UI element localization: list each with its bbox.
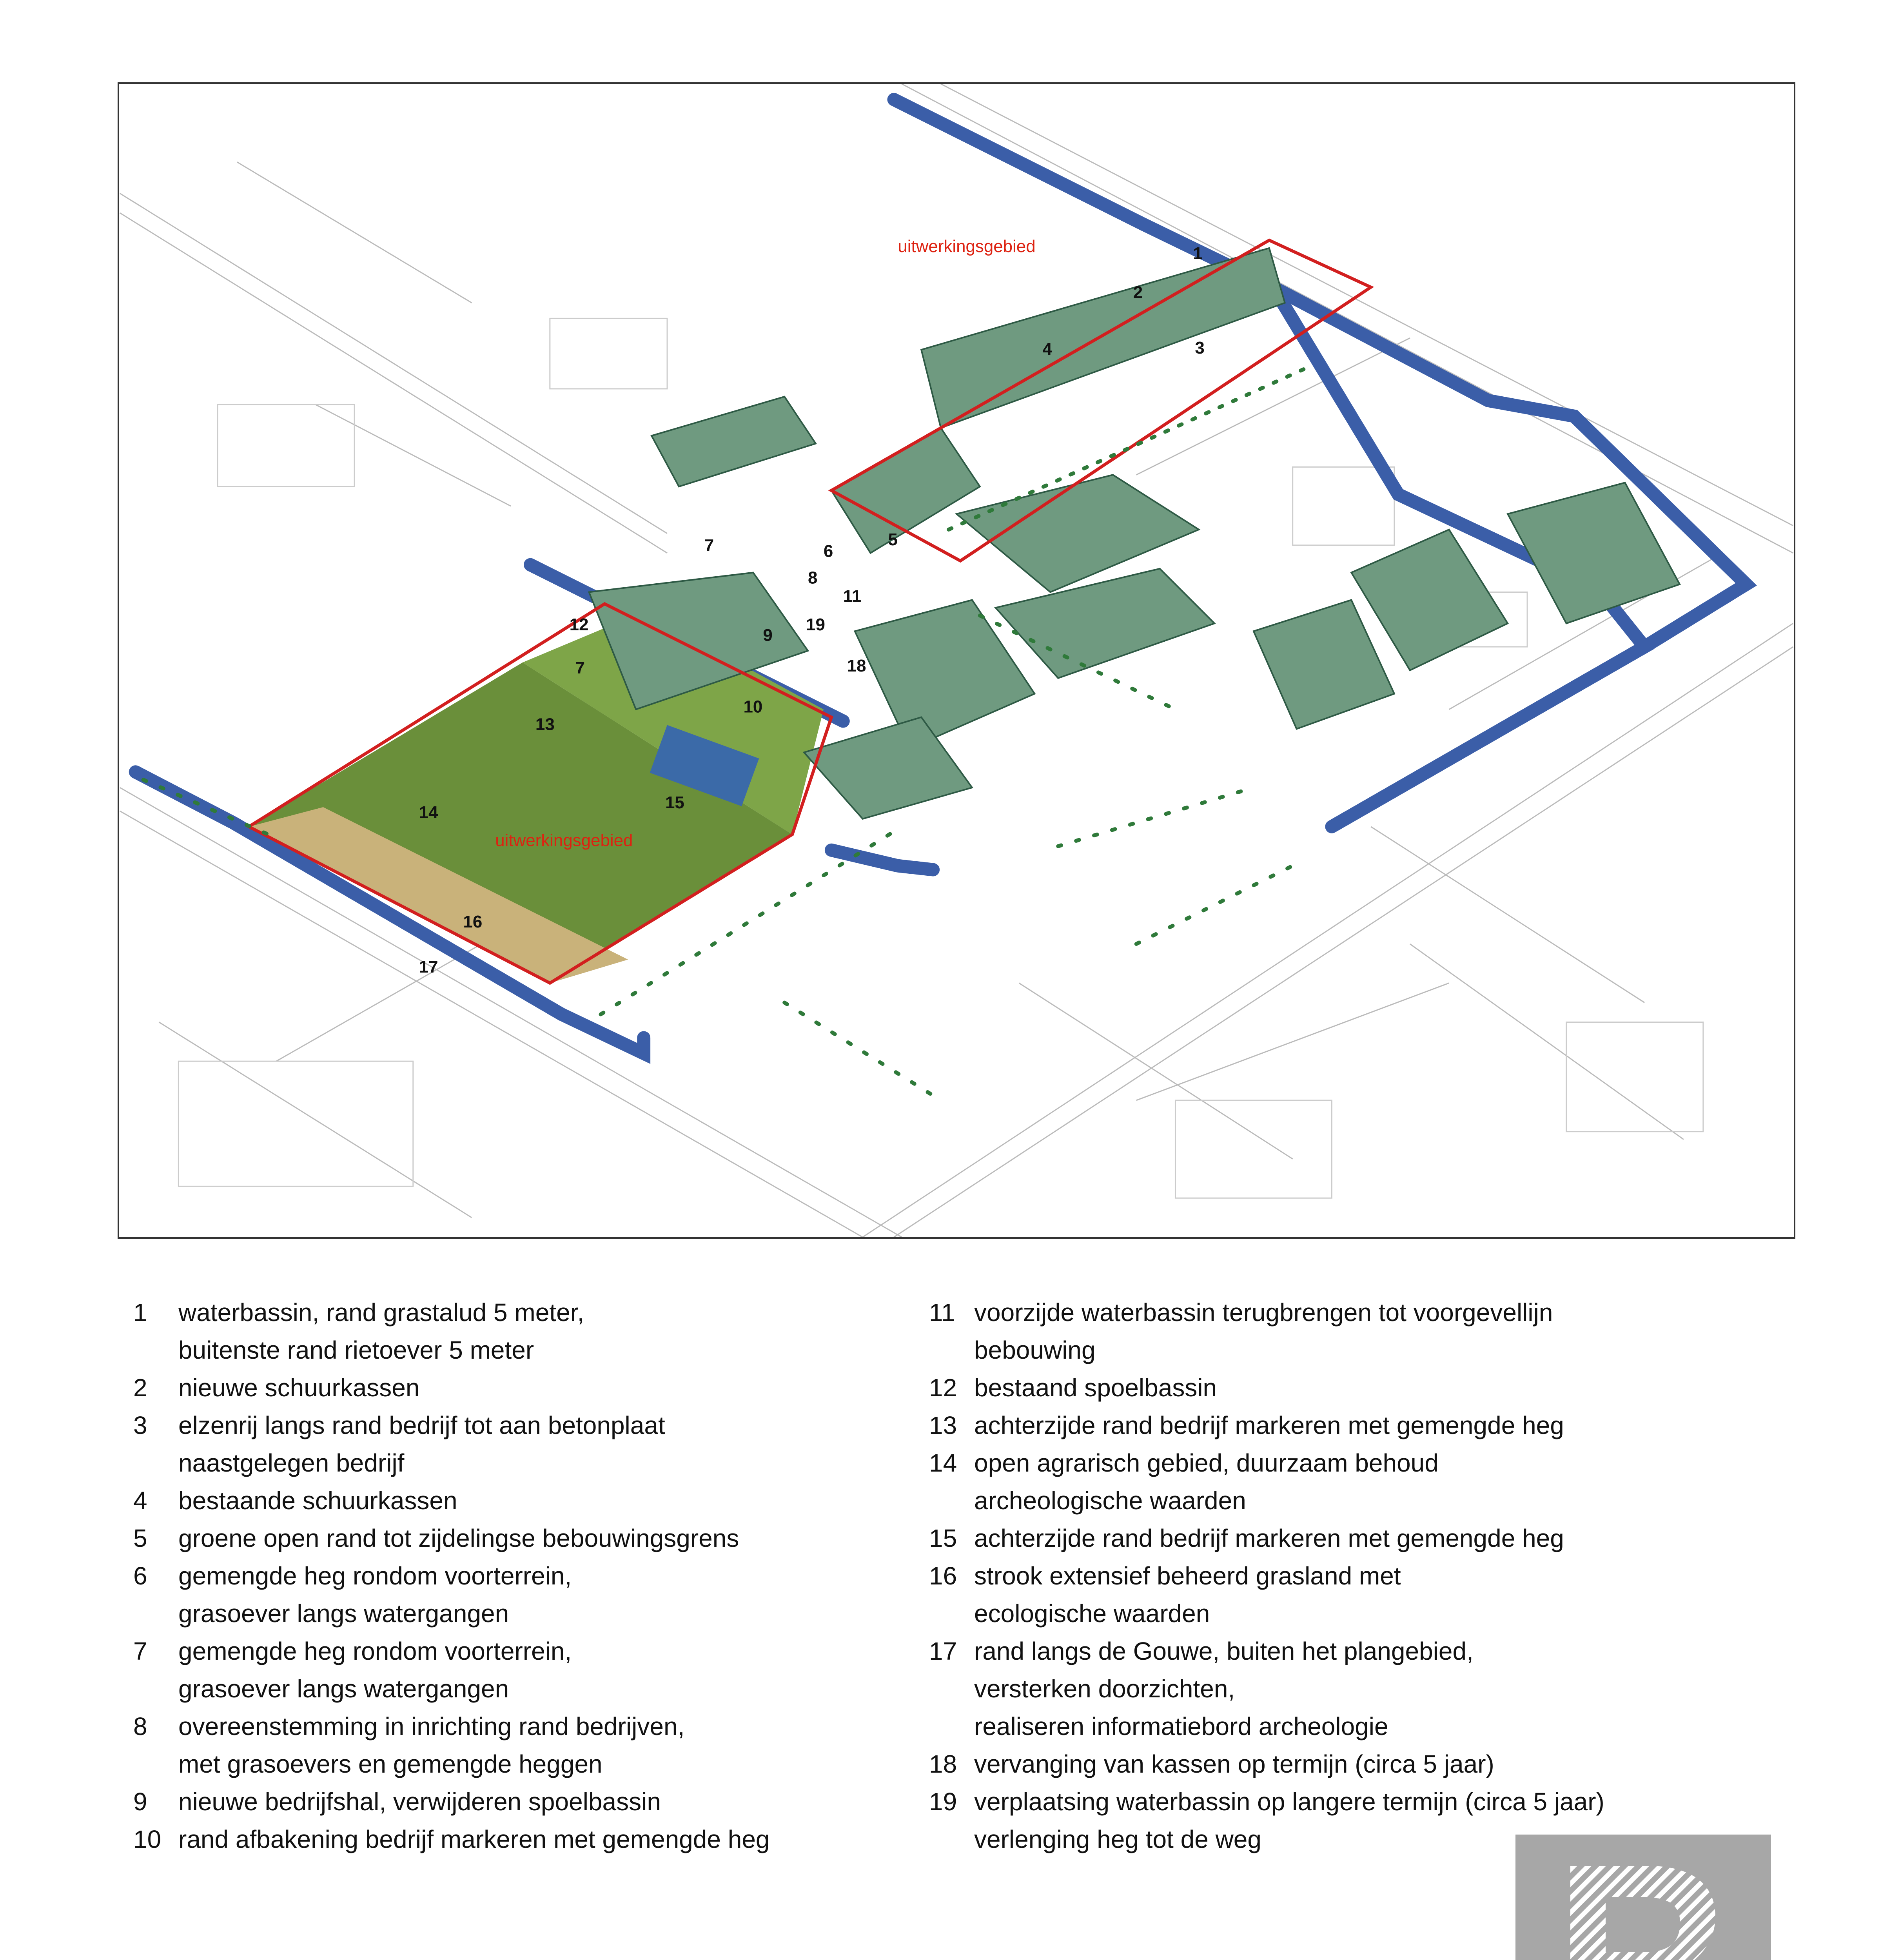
legend-item xyxy=(133,1369,878,1406)
map-marker-14: 14 xyxy=(419,802,438,822)
legend-number: 18 xyxy=(929,1750,957,1778)
legend-item xyxy=(929,1406,1697,1444)
legend-item xyxy=(133,1632,878,1708)
site-map-drawing xyxy=(119,84,1794,1237)
map-marker-8: 8 xyxy=(808,568,818,588)
legend-text: strook extensief beheerd grasland met xyxy=(974,1562,1401,1590)
legend-item xyxy=(133,1482,878,1519)
map-marker-1: 1 xyxy=(1193,243,1203,263)
legend-item xyxy=(929,1444,1697,1519)
site-map xyxy=(118,82,1795,1239)
map-marker-10: 10 xyxy=(743,697,763,717)
area-label-bottom: uitwerkingsgebied xyxy=(495,831,633,850)
map-marker-19: 19 xyxy=(806,615,825,635)
legend-number: 16 xyxy=(929,1562,957,1590)
map-marker-4: 4 xyxy=(1042,339,1052,359)
map-marker-7b: 7 xyxy=(575,658,585,677)
legend-item xyxy=(133,1783,878,1820)
legend-text: overeenstemming in inrichting rand bedrijven, xyxy=(178,1712,685,1740)
map-marker-9: 9 xyxy=(763,626,773,645)
map-marker-17: 17 xyxy=(419,957,438,976)
legend-item xyxy=(929,1745,1697,1783)
legend-text: verplaatsing waterbassin op langere termijn (circa 5 jaar) xyxy=(974,1788,1604,1816)
legend-item xyxy=(133,1406,878,1482)
legend-text: verlenging heg tot de weg xyxy=(974,1825,1261,1853)
legend-number: 17 xyxy=(929,1637,957,1665)
map-marker-16: 16 xyxy=(463,912,483,932)
r-letter-icon xyxy=(1515,1835,1771,1960)
legend-text: buitenste rand rietoever 5 meter xyxy=(178,1336,534,1364)
map-marker-13: 13 xyxy=(535,715,555,734)
map-marker-5: 5 xyxy=(888,530,898,549)
legend-text: elzenrij langs rand bedrijf tot aan betonplaat xyxy=(178,1411,665,1439)
legend-text: naastgelegen bedrijf xyxy=(178,1449,405,1477)
map-marker-12: 12 xyxy=(569,615,589,635)
legend-text: archeologische waarden xyxy=(974,1486,1246,1515)
legend-text: nieuwe bedrijfshal, verwijderen spoelbassin xyxy=(178,1788,661,1816)
legend-item xyxy=(133,1708,878,1783)
legend-number: 13 xyxy=(929,1411,957,1439)
legend-item xyxy=(929,1294,1697,1369)
legend-number: 11 xyxy=(929,1298,955,1327)
legend-number: 14 xyxy=(929,1449,957,1477)
legend-number: 5 xyxy=(133,1524,147,1552)
map-marker-11: 11 xyxy=(843,586,862,606)
legend-item xyxy=(133,1519,878,1557)
legend-text: ecologische waarden xyxy=(974,1599,1210,1628)
legend-number: 19 xyxy=(929,1788,957,1816)
legend-text: grasoever langs watergangen xyxy=(178,1599,509,1628)
map-marker-6: 6 xyxy=(823,541,833,561)
legend-number: 2 xyxy=(133,1374,147,1402)
legend-number: 9 xyxy=(133,1788,147,1816)
map-marker-3: 3 xyxy=(1195,338,1205,358)
legend-text: achterzijde rand bedrijf markeren met gemengde heg xyxy=(974,1411,1564,1439)
legend-number: 8 xyxy=(133,1712,147,1740)
legend-text: grasoever langs watergangen xyxy=(178,1675,509,1703)
legend-left xyxy=(133,1294,878,1858)
rho-logo xyxy=(1515,1835,1771,1960)
map-marker-15: 15 xyxy=(665,793,684,812)
legend-text: rand langs de Gouwe, buiten het plangebied, xyxy=(974,1637,1474,1665)
map-marker-2: 2 xyxy=(1133,283,1143,302)
map-marker-18: 18 xyxy=(847,656,866,675)
legend-text: met grasoevers en gemengde heggen xyxy=(178,1750,603,1778)
area-label-top: uitwerkingsgebied xyxy=(898,236,1036,256)
legend-number: 12 xyxy=(929,1374,957,1402)
legend-text: gemengde heg rondom voorterrein, xyxy=(178,1637,572,1665)
legend-number: 15 xyxy=(929,1524,957,1552)
legend-text: realiseren informatiebord archeologie xyxy=(974,1712,1388,1740)
legend-right xyxy=(929,1294,1697,1858)
legend-item xyxy=(133,1557,878,1632)
legend-item xyxy=(929,1369,1697,1406)
legend-number: 3 xyxy=(133,1411,147,1439)
legend-text: nieuwe schuurkassen xyxy=(178,1374,420,1402)
legend-text: achterzijde rand bedrijf markeren met gemengde heg xyxy=(974,1524,1564,1552)
legend-text: voorzijde waterbassin terugbrengen tot voorgevellijn xyxy=(974,1298,1553,1327)
map-marker-7a: 7 xyxy=(704,535,714,555)
legend-text: open agrarisch gebied, duurzaam behoud xyxy=(974,1449,1439,1477)
legend-number: 1 xyxy=(133,1298,147,1327)
legend-item xyxy=(929,1632,1697,1745)
legend-text: vervanging van kassen op termijn (circa 5 jaar) xyxy=(974,1750,1494,1778)
legend-text: waterbassin, rand grastalud 5 meter, xyxy=(178,1298,584,1327)
legend-item xyxy=(133,1294,878,1369)
legend-item xyxy=(929,1557,1697,1632)
legend-text: bebouwing xyxy=(974,1336,1096,1364)
legend-text: bestaand spoelbassin xyxy=(974,1374,1217,1402)
legend-text: rand afbakening bedrijf markeren met gemengde heg xyxy=(178,1825,770,1853)
legend-text: versterken doorzichten, xyxy=(974,1675,1235,1703)
legend-item xyxy=(133,1820,878,1858)
legend-number: 4 xyxy=(133,1486,147,1515)
legend-text: gemengde heg rondom voorterrein, xyxy=(178,1562,572,1590)
legend-number: 6 xyxy=(133,1562,147,1590)
legend-text: groene open rand tot zijdelingse bebouwingsgrens xyxy=(178,1524,739,1552)
legend-number: 7 xyxy=(133,1637,147,1665)
legend-text: bestaande schuurkassen xyxy=(178,1486,457,1515)
legend-number: 10 xyxy=(133,1825,162,1853)
legend-item xyxy=(929,1519,1697,1557)
